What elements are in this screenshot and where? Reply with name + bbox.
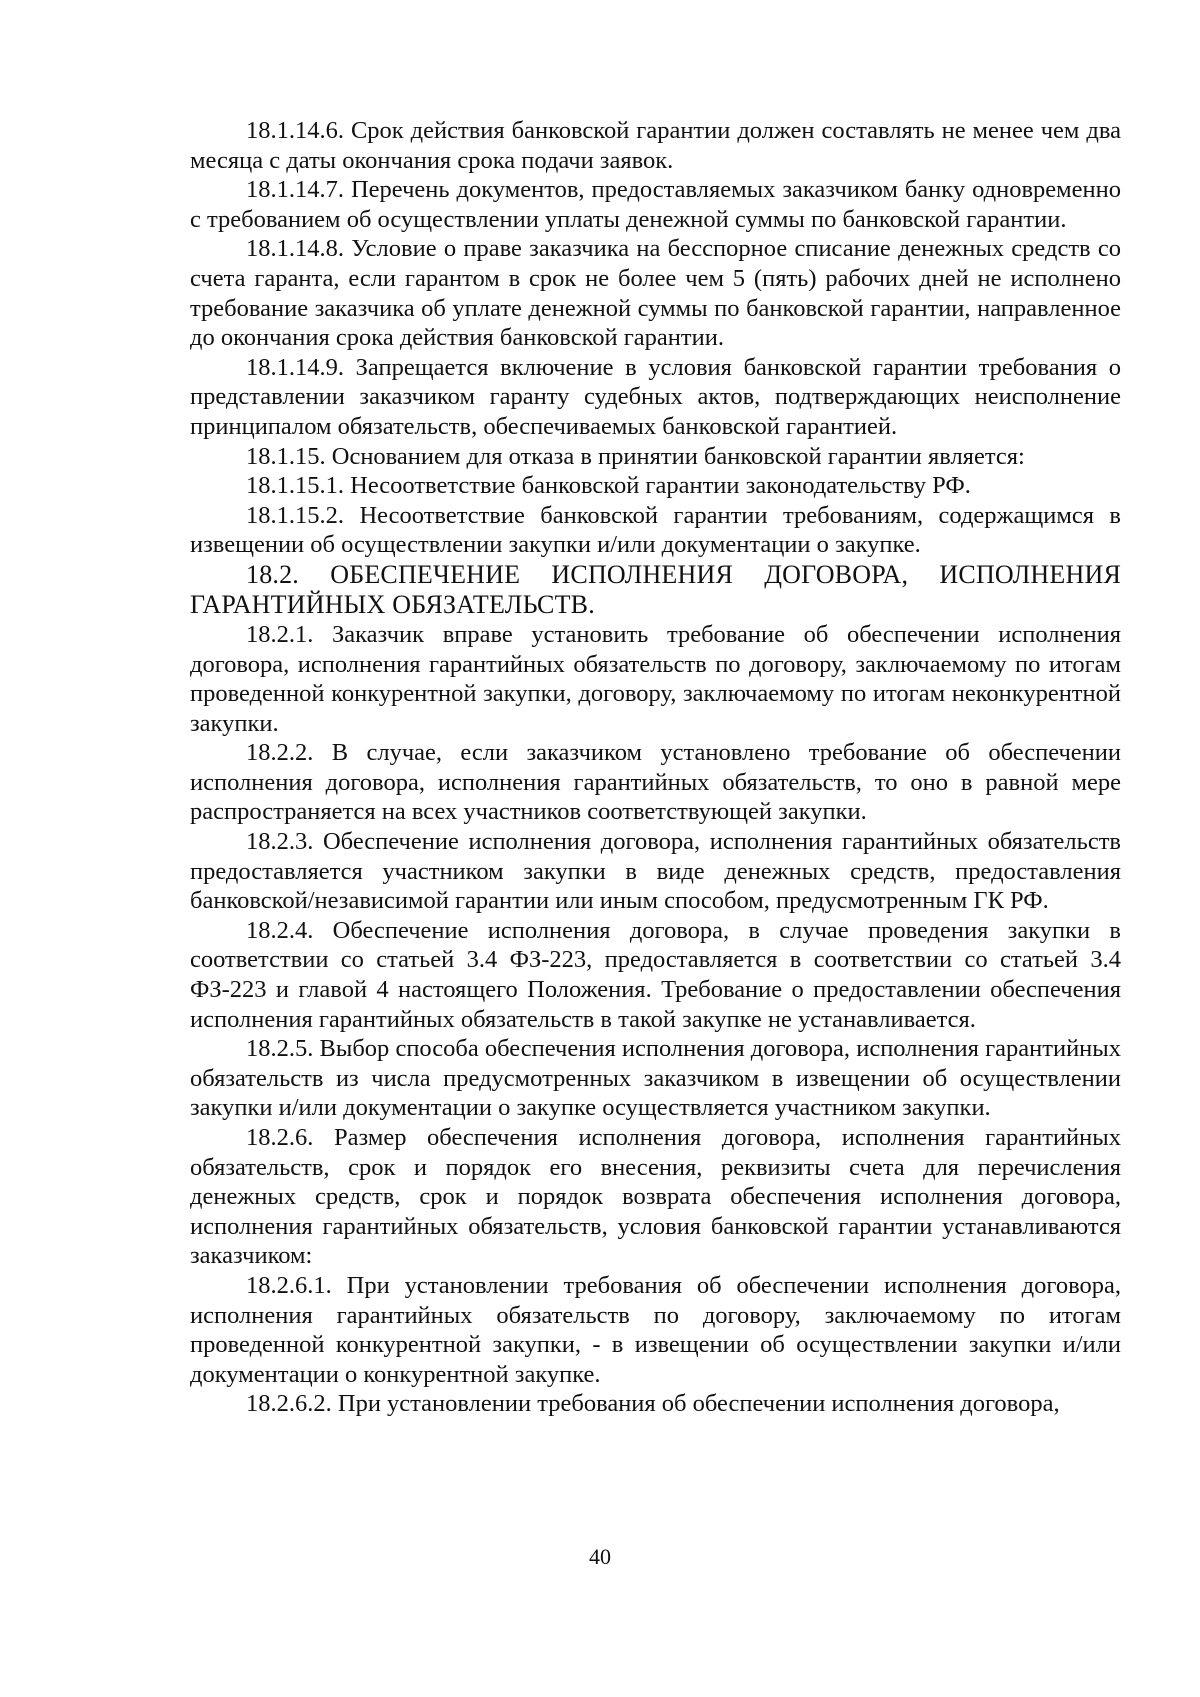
paragraph-18-2-6-2: 18.2.6.2. При установлении требования об обеспечении исполнения договора, <box>246 1390 1060 1418</box>
paragraph-18-1-14-6: 18.1.14.6. Срок действия банковской гарантии должен составлять не менее чем два месяца с даты окончания срока подачи заявок. <box>190 117 1121 174</box>
paragraph-18-1-14-9: 18.1.14.9. Запрещается включение в условия банковской гарантии требования о представлении заказчиком гаранту судебных актов, подтверждающих неисполнение принципалом обязательств, обеспечиваемых банковской гарантией. <box>190 353 1121 440</box>
paragraph-18-2-6: 18.2.6. Размер обеспечения исполнения договора, исполнения гарантийных обязательств, срок и порядок его внесения, реквизиты счета для перечисления денежных средств, срок и порядок возврата обеспечения исполнения договора, исполнения гарантийных обязательств, условия банковской гарантии устанавливаются заказчиком: <box>190 1124 1121 1270</box>
paragraph-18-1-15-2: 18.1.15.2. Несоответствие банковской гарантии требованиям, содержащимся в извещении об осуществлении закупки и/или документации о закупке. <box>190 501 1121 559</box>
section-heading-18-2: 18.2. ОБЕСПЕЧЕНИЕ ИСПОЛНЕНИЯ ДОГОВОРА, ИСПОЛНЕНИЯ ГАРАНТИЙНЫХ ОБЯЗАТЕЛЬСТВ. <box>190 559 1121 619</box>
paragraph-18-1-15: 18.1.15. Основанием для отказа в принятии банковской гарантии является: <box>246 442 1025 470</box>
paragraph-18-1-14-8: 18.1.14.8. Условие о праве заказчика на бесспорное списание денежных средств со счета гаранта, если гарантом в срок не более чем 5 (пять) рабочих дней не исполнено требование заказчика об уплате денежной суммы по банковской гарантии, направленное до окончания срока действия банковской гарантии. <box>190 235 1121 352</box>
paragraph-18-2-3: 18.2.3. Обеспечение исполнения договора, исполнения гарантийных обязательств предоставляется участником закупки в виде денежных средств, предоставления банковской/независимой гарантии или иным способом, предусмотренным ГК РФ. <box>190 828 1121 915</box>
paragraph-18-2-6-1: 18.2.6.1. При установлении требования об обеспечении исполнения договора, исполнения гарантийных обязательств по договору, заключаемому по итогам проведенной конкурентной закупки, - в извещении об осуществлении закупки и/или документации о конкурентной закупке. <box>190 1271 1121 1388</box>
paragraph-18-1-14-7: 18.1.14.7. Перечень документов, предоставляемых заказчиком банку одновременно с требованием об осуществлении уплаты денежной суммы по банковской гарантии. <box>190 176 1121 233</box>
paragraph-18-2-1: 18.2.1. Заказчик вправе установить требование об обеспечении исполнения договора, исполнения гарантийных обязательств по договору, заключаемому по итогам проведенной конкурентной закупки, договору, заключаемому по итогам неконкурентной закупки. <box>190 620 1121 737</box>
paragraph-18-2-4: 18.2.4. Обеспечение исполнения договора, в случае проведения закупки в соответствии со статьей 3.4 ФЗ-223, предоставляется в соответствии со статьей 3.4 ФЗ-223 и главой 4 настоящего Положения. Требование о предоставлении обеспечения исполнения гарантийных обязательств в такой закупке не устанавливается. <box>190 916 1121 1033</box>
page-number: 40 <box>589 1544 611 1569</box>
paragraph-18-2-5: 18.2.5. Выбор способа обеспечения исполнения договора, исполнения гарантийных обязательств из числа предусмотренных заказчиком в извещении об осуществлении закупки и/или документации о закупке осуществляется участником закупки. <box>190 1035 1121 1122</box>
paragraph-18-1-15-1: 18.1.15.1. Несоответствие банковской гарантии законодательству РФ. <box>246 472 971 500</box>
document-body <box>190 116 1121 1419</box>
paragraph-18-2-2: 18.2.2. В случае, если заказчиком установлено требование об обеспечении исполнения договора, исполнения гарантийных обязательств, то оно в равной мере распространяется на всех участников соответствующей закупки. <box>190 739 1121 826</box>
